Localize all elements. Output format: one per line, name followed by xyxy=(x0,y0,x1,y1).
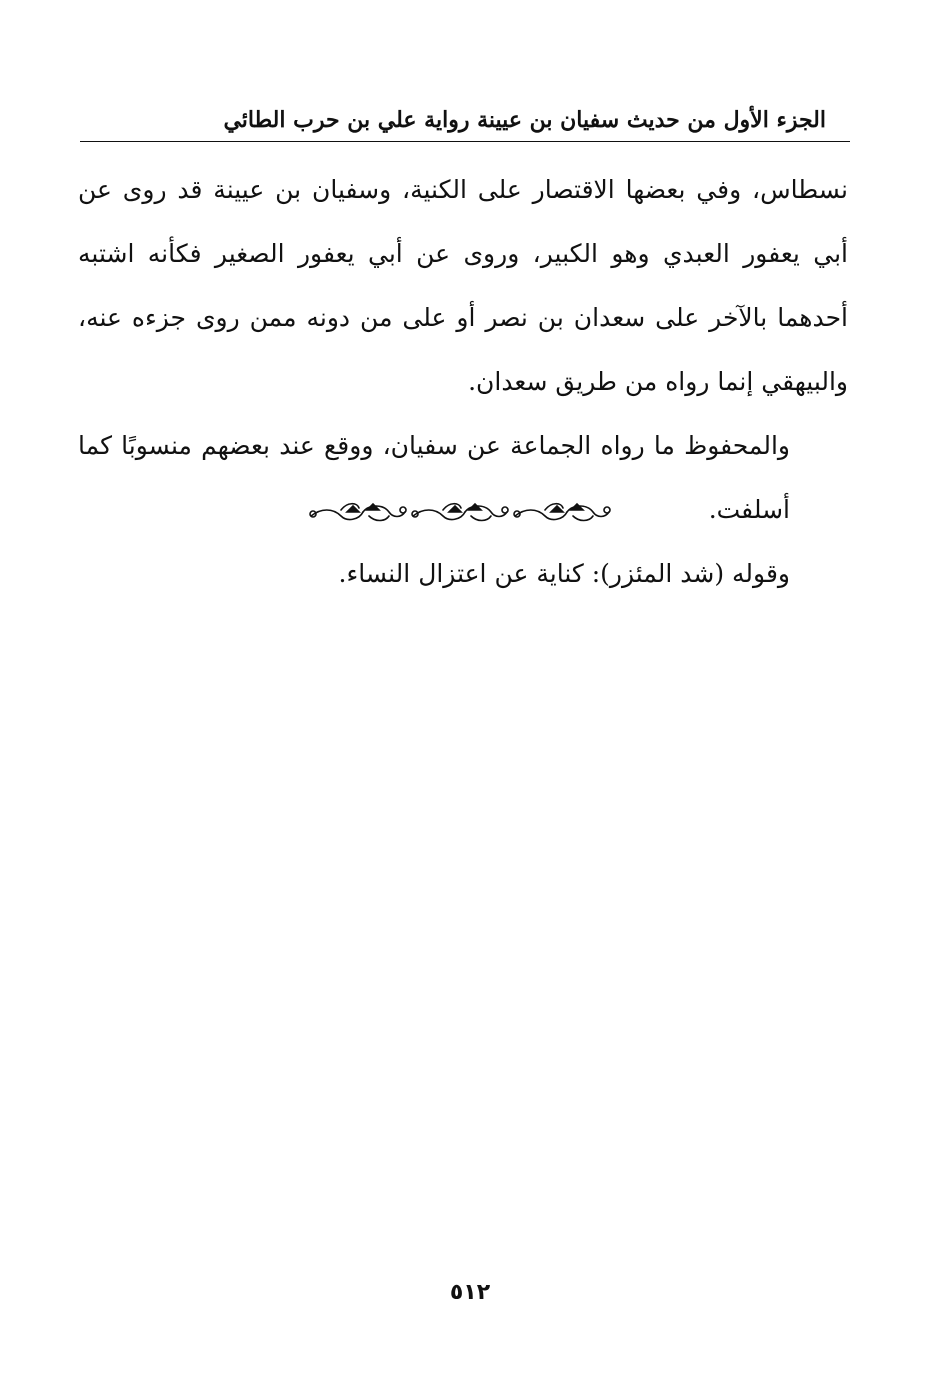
body-text xyxy=(78,158,848,606)
floral-divider-icon xyxy=(305,494,615,530)
header-rule xyxy=(80,141,850,142)
page-number: ٥١٢ xyxy=(449,1280,491,1305)
paragraph-1: نسطاس، وفي بعضها الاقتصار على الكنية، وسفيان بن عيينة قد روى عن أبي يعفور العبدي وهو الكبير، وروى عن أبي يعفور الصغير فكأنه اشتبه أحدهما بالآخر على سعدان بن نصر أو على من دونه ممن روى جزءه عنه، والبيهقي إنما رواه من طريق سعدان. xyxy=(78,175,848,396)
running-header: الجزء الأول من حديث سفيان بن عيينة رواية علي بن حرب الطائي xyxy=(223,107,826,133)
paragraph-3: وقوله (شد المئزر): كناية عن اعتزال النساء. xyxy=(338,559,790,588)
paragraph-2: والمحفوظ ما رواه الجماعة عن سفيان، ووقع عند بعضهم منسوبًا كما أسلفت. xyxy=(78,431,790,524)
